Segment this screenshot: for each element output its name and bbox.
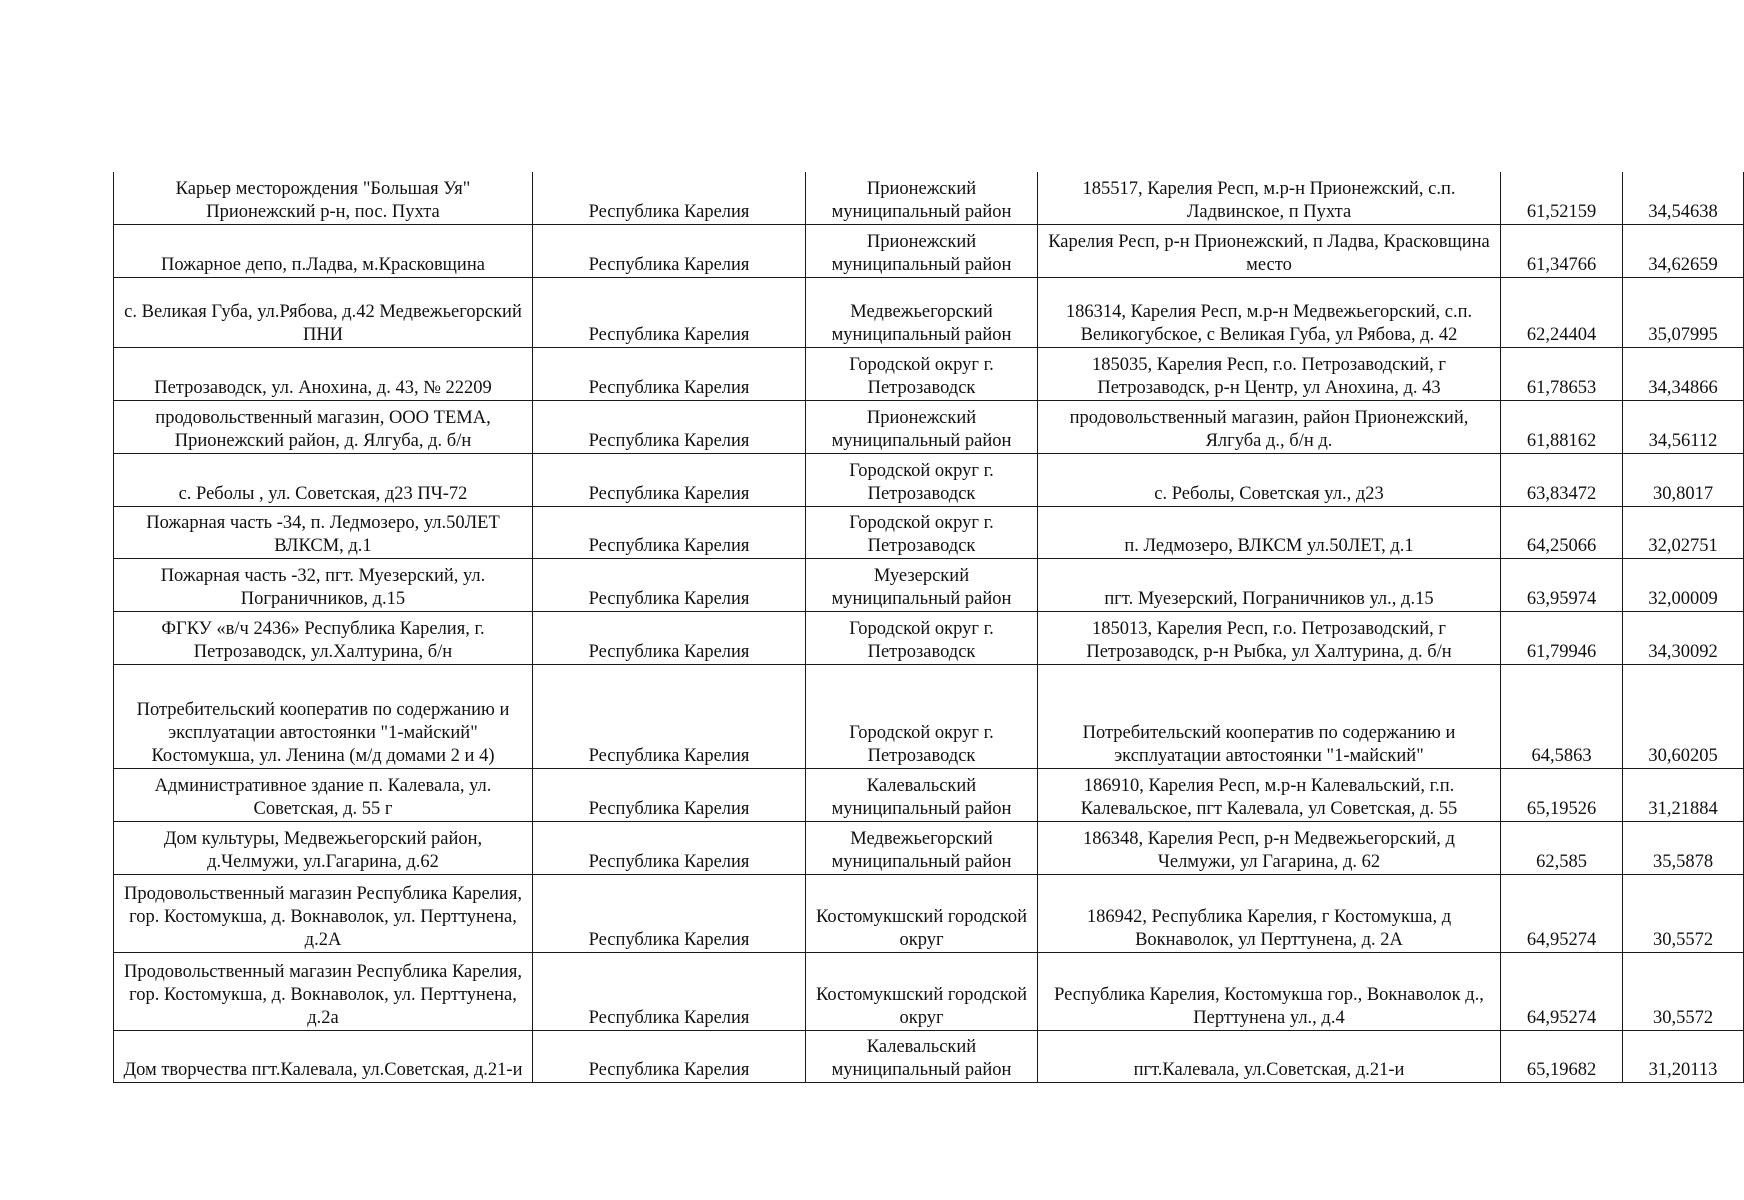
object-name-cell: Дом творчества пгт.Калевала, ул.Советская, д.21-и: [114, 1030, 533, 1082]
table-row: [114, 1030, 1744, 1082]
longitude-cell: 32,00009: [1623, 558, 1744, 611]
latitude-cell: 63,95974: [1501, 558, 1623, 611]
region-cell: Республика Карелия: [533, 453, 806, 506]
object-name-cell: с. Великая Губа, ул.Рябова, д.42 Медвежьегорский ПНИ: [114, 277, 533, 347]
address-cell: пгт. Муезерский, Пограничников ул., д.15: [1038, 558, 1501, 611]
latitude-cell: 61,79946: [1501, 611, 1623, 664]
latitude-cell: 61,88162: [1501, 400, 1623, 453]
table-row: [114, 952, 1744, 1030]
region-cell: Республика Карелия: [533, 172, 806, 224]
municipality-cell: Медвежьегорский муниципальный район: [806, 277, 1038, 347]
longitude-cell: 34,34866: [1623, 347, 1744, 400]
municipality-cell: Городской округ г. Петрозаводск: [806, 506, 1038, 558]
latitude-cell: 64,5863: [1501, 664, 1623, 768]
longitude-cell: 34,30092: [1623, 611, 1744, 664]
objects-table: [113, 172, 1744, 1083]
latitude-cell: 64,25066: [1501, 506, 1623, 558]
latitude-cell: 61,52159: [1501, 172, 1623, 224]
object-name-cell: Пожарная часть -34, п. Ледмозеро, ул.50ЛЕТ ВЛКСМ, д.1: [114, 506, 533, 558]
latitude-cell: 61,34766: [1501, 224, 1623, 277]
latitude-cell: 61,78653: [1501, 347, 1623, 400]
address-cell: 185035, Карелия Респ, г.о. Петрозаводский, г Петрозаводск, р-н Центр, ул Анохина, д. 43: [1038, 347, 1501, 400]
region-cell: Республика Карелия: [533, 611, 806, 664]
object-name-cell: Продовольственный магазин Республика Карелия, гор. Костомукша, д. Вокнаволок, ул. Перттунена, д.2а: [114, 952, 533, 1030]
object-name-cell: Дом культуры, Медвежьегорский район, д.Челмужи, ул.Гагарина, д.62: [114, 821, 533, 874]
object-name-cell: Потребительский кооператив по содержанию и эксплуатации автостоянки "1-майский" Костомукша, ул. Ленина (м/д домами 2 и 4): [114, 664, 533, 768]
municipality-cell: Прионежский муниципальный район: [806, 400, 1038, 453]
region-cell: Республика Карелия: [533, 874, 806, 952]
longitude-cell: 34,56112: [1623, 400, 1744, 453]
object-name-cell: Пожарное депо, п.Ладва, м.Красковщина: [114, 224, 533, 277]
municipality-cell: Городской округ г. Петрозаводск: [806, 664, 1038, 768]
table-row: [114, 821, 1744, 874]
address-cell: 186314, Карелия Респ, м.р-н Медвежьегорский, с.п. Великогубское, с Великая Губа, ул Рябова, д. 42: [1038, 277, 1501, 347]
address-cell: с. Реболы, Советская ул., д23: [1038, 453, 1501, 506]
longitude-cell: 30,60205: [1623, 664, 1744, 768]
latitude-cell: 62,24404: [1501, 277, 1623, 347]
municipality-cell: Муезерский муниципальный район: [806, 558, 1038, 611]
municipality-cell: Калевальский муниципальный район: [806, 768, 1038, 821]
latitude-cell: 64,95274: [1501, 952, 1623, 1030]
region-cell: Республика Карелия: [533, 558, 806, 611]
region-cell: Республика Карелия: [533, 821, 806, 874]
region-cell: Республика Карелия: [533, 664, 806, 768]
address-cell: продовольственный магазин, район Прионежский, Ялгуба д., б/н д.: [1038, 400, 1501, 453]
object-name-cell: Пожарная часть -32, пгт. Муезерский, ул. Пограничников, д.15: [114, 558, 533, 611]
object-name-cell: продовольственный магазин, ООО ТЕМА, Прионежский район, д. Ялгуба, д. б/н: [114, 400, 533, 453]
municipality-cell: Городской округ г. Петрозаводск: [806, 453, 1038, 506]
address-cell: Потребительский кооператив по содержанию и эксплуатации автостоянки "1-майский": [1038, 664, 1501, 768]
table-row: [114, 224, 1744, 277]
table-row: [114, 172, 1744, 224]
table-row: [114, 453, 1744, 506]
object-name-cell: с. Реболы , ул. Советская, д23 ПЧ-72: [114, 453, 533, 506]
address-cell: 185517, Карелия Респ, м.р-н Прионежский, с.п. Ладвинское, п Пухта: [1038, 172, 1501, 224]
municipality-cell: Прионежский муниципальный район: [806, 172, 1038, 224]
table-row: [114, 277, 1744, 347]
municipality-cell: Прионежский муниципальный район: [806, 224, 1038, 277]
region-cell: Республика Карелия: [533, 277, 806, 347]
object-name-cell: ФГКУ «в/ч 2436» Республика Карелия, г. Петрозаводск, ул.Халтурина, б/н: [114, 611, 533, 664]
table-row: [114, 768, 1744, 821]
table-row: [114, 347, 1744, 400]
table-row: [114, 506, 1744, 558]
longitude-cell: 31,21884: [1623, 768, 1744, 821]
municipality-cell: Городской округ г. Петрозаводск: [806, 347, 1038, 400]
longitude-cell: 34,62659: [1623, 224, 1744, 277]
region-cell: Республика Карелия: [533, 224, 806, 277]
address-cell: 186348, Карелия Респ, р-н Медвежьегорский, д Челмужи, ул Гагарина, д. 62: [1038, 821, 1501, 874]
municipality-cell: Калевальский муниципальный район: [806, 1030, 1038, 1082]
latitude-cell: 62,585: [1501, 821, 1623, 874]
longitude-cell: 31,20113: [1623, 1030, 1744, 1082]
document-page: [113, 172, 1718, 1083]
address-cell: 185013, Карелия Респ, г.о. Петрозаводский, г Петрозаводск, р-н Рыбка, ул Халтурина, д. б/н: [1038, 611, 1501, 664]
longitude-cell: 30,8017: [1623, 453, 1744, 506]
object-name-cell: Продовольственный магазин Республика Карелия, гор. Костомукша, д. Вокнаволок, ул. Перттунена, д.2А: [114, 874, 533, 952]
address-cell: Республика Карелия, Костомукша гор., Вокнаволок д., Перттунена ул., д.4: [1038, 952, 1501, 1030]
longitude-cell: 30,5572: [1623, 952, 1744, 1030]
object-name-cell: Карьер месторождения "Большая Уя" Прионежский р-н, пос. Пухта: [114, 172, 533, 224]
municipality-cell: Городской округ г. Петрозаводск: [806, 611, 1038, 664]
address-cell: 186942, Республика Карелия, г Костомукша, д Вокнаволок, ул Перттунена, д. 2А: [1038, 874, 1501, 952]
latitude-cell: 65,19682: [1501, 1030, 1623, 1082]
municipality-cell: Костомукшский городской округ: [806, 874, 1038, 952]
object-name-cell: Петрозаводск, ул. Анохина, д. 43, № 22209: [114, 347, 533, 400]
latitude-cell: 64,95274: [1501, 874, 1623, 952]
address-cell: 186910, Карелия Респ, м.р-н Калевальский, г.п. Калевальское, пгт Калевала, ул Советская, д. 55: [1038, 768, 1501, 821]
address-cell: Карелия Респ, р-н Прионежский, п Ладва, Красковщина место: [1038, 224, 1501, 277]
table-row: [114, 400, 1744, 453]
longitude-cell: 30,5572: [1623, 874, 1744, 952]
municipality-cell: Костомукшский городской округ: [806, 952, 1038, 1030]
region-cell: Республика Карелия: [533, 347, 806, 400]
region-cell: Республика Карелия: [533, 768, 806, 821]
table-row: [114, 558, 1744, 611]
region-cell: Республика Карелия: [533, 1030, 806, 1082]
table-row: [114, 874, 1744, 952]
address-cell: пгт.Калевала, ул.Советская, д.21-и: [1038, 1030, 1501, 1082]
longitude-cell: 35,5878: [1623, 821, 1744, 874]
address-cell: п. Ледмозеро, ВЛКСМ ул.50ЛЕТ, д.1: [1038, 506, 1501, 558]
region-cell: Республика Карелия: [533, 400, 806, 453]
longitude-cell: 32,02751: [1623, 506, 1744, 558]
latitude-cell: 63,83472: [1501, 453, 1623, 506]
table-row: [114, 664, 1744, 768]
latitude-cell: 65,19526: [1501, 768, 1623, 821]
region-cell: Республика Карелия: [533, 506, 806, 558]
longitude-cell: 35,07995: [1623, 277, 1744, 347]
municipality-cell: Медвежьегорский муниципальный район: [806, 821, 1038, 874]
longitude-cell: 34,54638: [1623, 172, 1744, 224]
object-name-cell: Административное здание п. Калевала, ул. Советская, д. 55 г: [114, 768, 533, 821]
region-cell: Республика Карелия: [533, 952, 806, 1030]
table-row: [114, 611, 1744, 664]
